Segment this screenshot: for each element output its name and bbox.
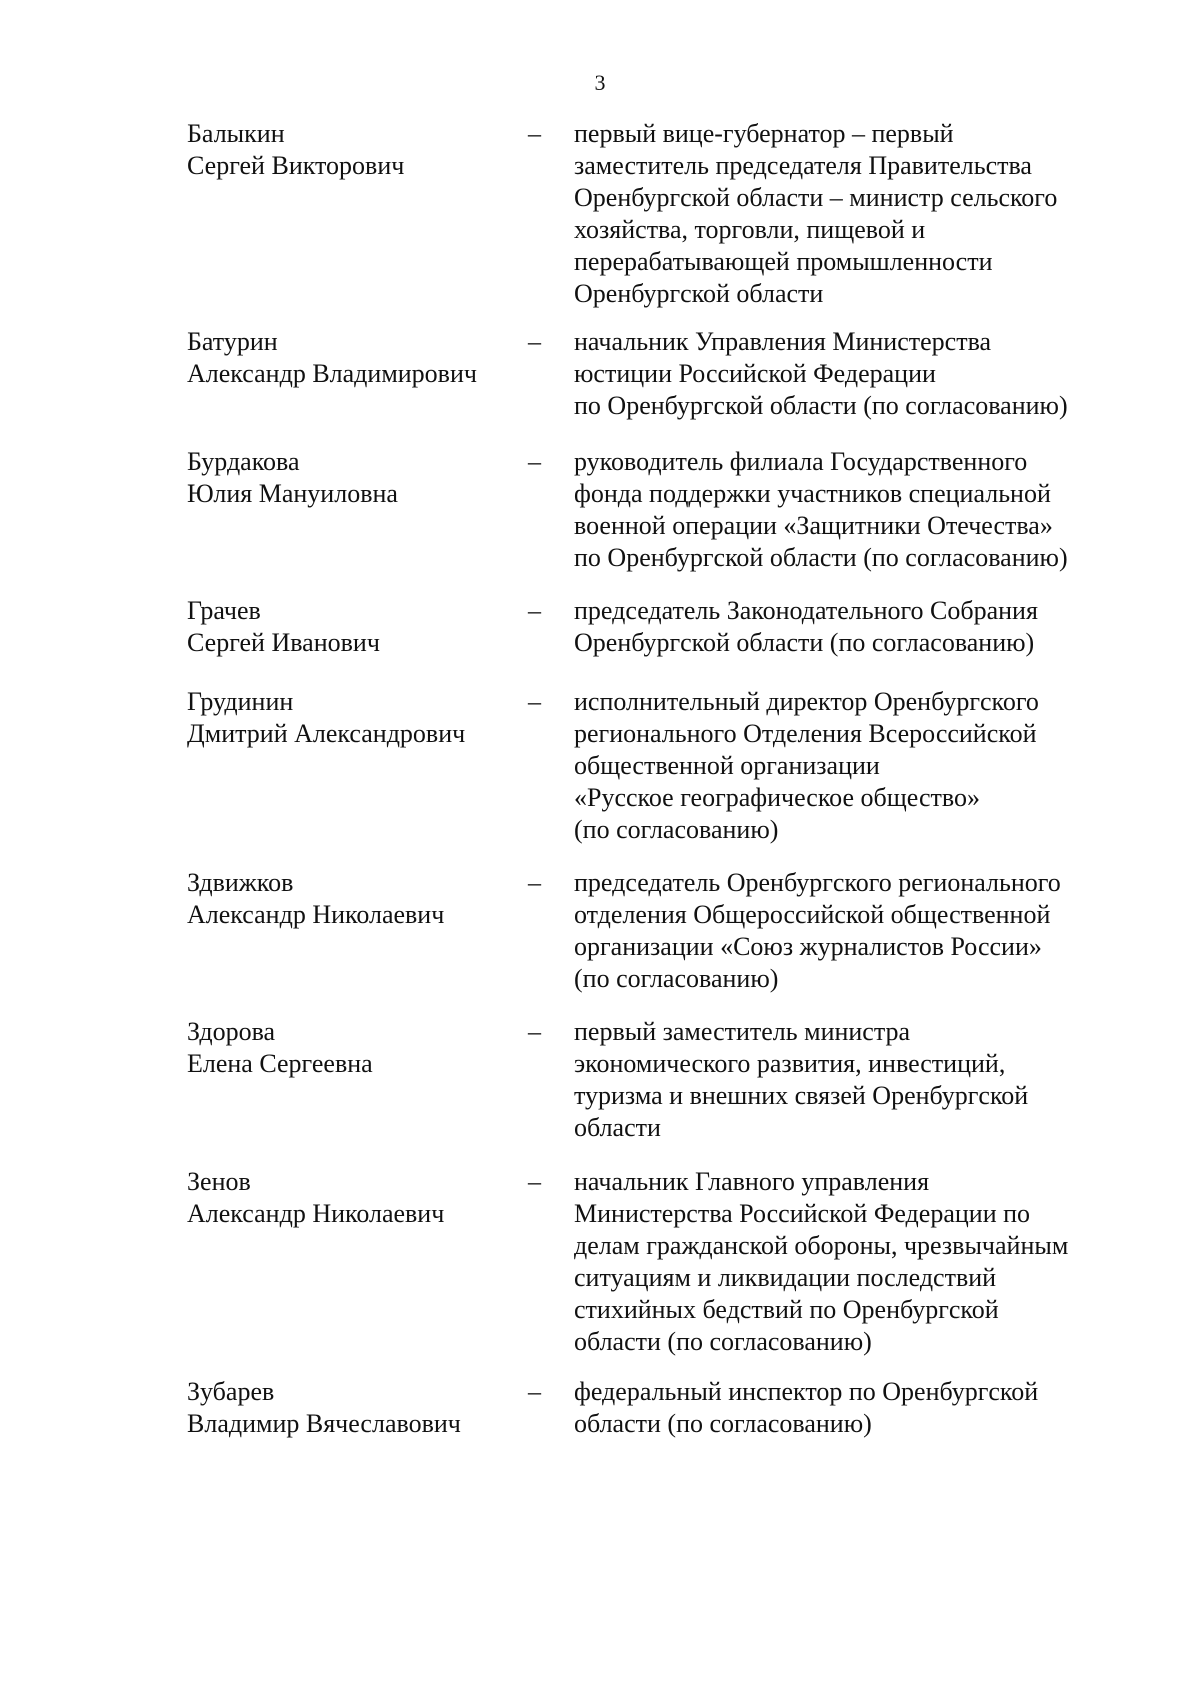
member-role (574, 867, 1134, 995)
separator-dash: – (528, 868, 541, 897)
member-role (574, 446, 1134, 574)
role-line: начальник Главного управления (574, 1167, 930, 1196)
member-given-names: Дмитрий Александрович (187, 719, 466, 748)
role-line: хозяйства, торговли, пищевой и (574, 215, 926, 244)
member-given-names: Александр Николаевич (187, 1199, 445, 1228)
member-given-names: Владимир Вячеславович (187, 1409, 461, 1438)
member-role (574, 1376, 1134, 1440)
role-line: председатель Оренбургского регионального (574, 868, 1061, 897)
role-line: первый вице-губернатор – первый (574, 119, 954, 148)
member-surname: Здвижков (187, 868, 294, 897)
separator-dash: – (528, 1017, 541, 1046)
role-line: (по согласованию) (574, 964, 779, 993)
separator-dash: – (528, 327, 541, 356)
role-line: военной операции «Защитники Отечества» (574, 511, 1053, 540)
member-surname: Здорова (187, 1017, 276, 1046)
role-line: перерабатывающей промышленности (574, 247, 993, 276)
role-line: общественной организации (574, 751, 880, 780)
role-line: ситуациям и ликвидации последствий (574, 1263, 997, 1292)
member-name (187, 595, 517, 659)
role-line: организации «Союз журналистов России» (574, 932, 1042, 961)
role-line: исполнительный директор Оренбургского (574, 687, 1039, 716)
role-line: федеральный инспектор по Оренбургской (574, 1377, 1039, 1406)
member-surname: Балыкин (187, 119, 285, 148)
role-line: Министерства Российской Федерации по (574, 1199, 1031, 1228)
role-line: по Оренбургской области (по согласованию) (574, 391, 1068, 420)
member-given-names: Юлия Мануиловна (187, 479, 398, 508)
role-line: заместитель председателя Правительства (574, 151, 1032, 180)
member-role (574, 326, 1134, 422)
separator-dash: – (528, 596, 541, 625)
role-line: области (574, 1113, 661, 1142)
member-name (187, 867, 517, 931)
separator-dash: – (528, 1377, 541, 1406)
role-line: «Русское географическое общество» (574, 783, 980, 812)
role-line: стихийных бедствий по Оренбургской (574, 1295, 999, 1324)
member-role (574, 1016, 1134, 1144)
member-name (187, 686, 517, 750)
member-given-names: Сергей Иванович (187, 628, 380, 657)
role-line: области (по согласованию) (574, 1409, 872, 1438)
role-line: руководитель филиала Государственного (574, 447, 1028, 476)
member-name (187, 326, 517, 390)
role-line: регионального Отделения Всероссийской (574, 719, 1037, 748)
role-line: юстиции Российской Федерации (574, 359, 936, 388)
member-surname: Бурдакова (187, 447, 300, 476)
role-line: туризма и внешних связей Оренбургской (574, 1081, 1029, 1110)
role-line: Оренбургской области (574, 279, 824, 308)
member-role (574, 686, 1134, 846)
member-surname: Батурин (187, 327, 278, 356)
page-number: 3 (594, 70, 606, 95)
member-surname: Зубарев (187, 1377, 275, 1406)
role-line: (по согласованию) (574, 815, 779, 844)
member-name (187, 118, 517, 182)
separator-dash: – (528, 447, 541, 476)
role-line: области (по согласованию) (574, 1327, 872, 1356)
role-line: экономического развития, инвестиций, (574, 1049, 1006, 1078)
separator-dash: – (528, 119, 541, 148)
member-role (574, 118, 1134, 310)
member-given-names: Елена Сергеевна (187, 1049, 373, 1078)
role-line: начальник Управления Министерства (574, 327, 992, 356)
member-surname: Зенов (187, 1167, 251, 1196)
member-role (574, 1166, 1134, 1358)
member-name (187, 1166, 517, 1230)
member-given-names: Александр Николаевич (187, 900, 445, 929)
member-surname: Грачев (187, 596, 261, 625)
separator-dash: – (528, 1167, 541, 1196)
role-line: делам гражданской обороны, чрезвычайным (574, 1231, 1069, 1260)
member-role (574, 595, 1134, 659)
role-line: председатель Законодательного Собрания (574, 596, 1038, 625)
member-given-names: Александр Владимирович (187, 359, 477, 388)
member-name (187, 1376, 517, 1440)
role-line: фонда поддержки участников специальной (574, 479, 1051, 508)
member-name (187, 1016, 517, 1080)
role-line: по Оренбургской области (по согласованию) (574, 543, 1068, 572)
member-surname: Грудинин (187, 687, 294, 716)
separator-dash: – (528, 687, 541, 716)
role-line: первый заместитель министра (574, 1017, 911, 1046)
role-line: Оренбургской области (по согласованию) (574, 628, 1035, 657)
member-name (187, 446, 517, 510)
role-line: отделения Общероссийской общественной (574, 900, 1051, 929)
member-given-names: Сергей Викторович (187, 151, 405, 180)
role-line: Оренбургской области – министр сельского (574, 183, 1058, 212)
